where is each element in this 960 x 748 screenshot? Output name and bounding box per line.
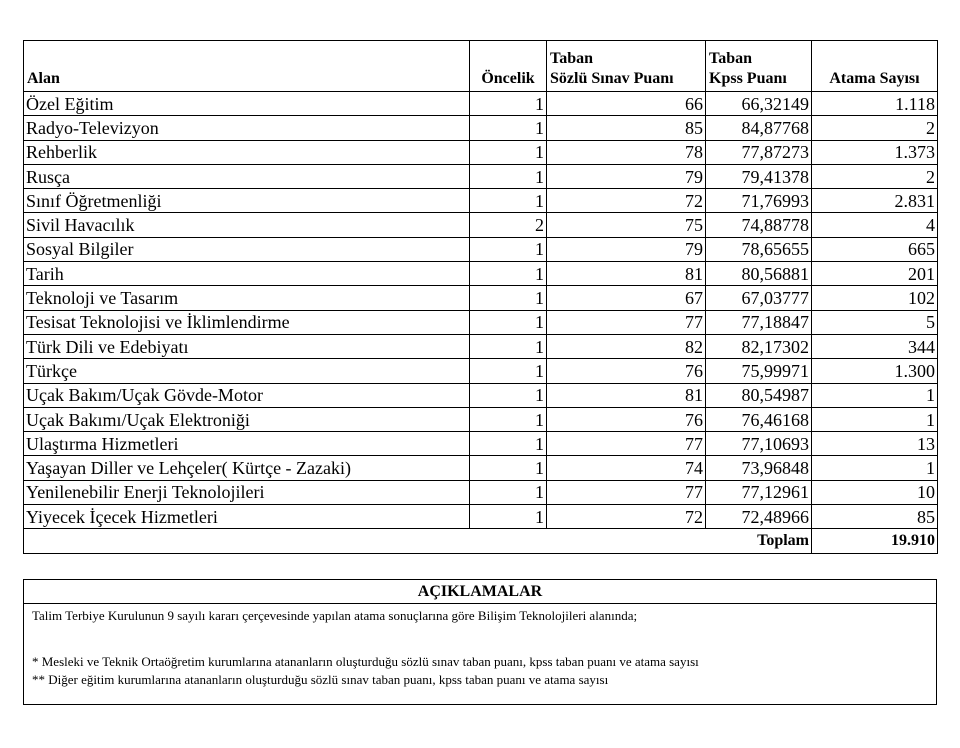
cell-atama: 1.300 bbox=[812, 359, 938, 383]
total-row bbox=[24, 529, 938, 553]
header-sozlu bbox=[547, 41, 706, 92]
table-row bbox=[24, 310, 938, 334]
cell-kpss: 82,17302 bbox=[706, 334, 812, 358]
header-sozlu-line2: Sözlü Sınav Puanı bbox=[550, 70, 674, 87]
cell-alan: Tarih bbox=[24, 262, 470, 286]
cell-atama: 10 bbox=[812, 480, 938, 504]
cell-alan: Türkçe bbox=[24, 359, 470, 383]
cell-oncelik: 1 bbox=[470, 189, 547, 213]
cell-oncelik: 1 bbox=[470, 310, 547, 334]
cell-alan: Uçak Bakımı/Uçak Elektroniği bbox=[24, 407, 470, 431]
cell-alan: Yaşayan Diller ve Lehçeler( Kürtçe - Zazaki) bbox=[24, 456, 470, 480]
cell-oncelik: 1 bbox=[470, 407, 547, 431]
cell-sozlu: 85 bbox=[547, 116, 706, 140]
cell-sozlu: 78 bbox=[547, 140, 706, 164]
cell-sozlu: 72 bbox=[547, 189, 706, 213]
header-sozlu-line1: Taban bbox=[550, 50, 593, 67]
cell-atama: 1 bbox=[812, 407, 938, 431]
cell-atama: 2 bbox=[812, 164, 938, 188]
cell-kpss: 75,99971 bbox=[706, 359, 812, 383]
cell-atama: 2.831 bbox=[812, 189, 938, 213]
cell-sozlu: 79 bbox=[547, 164, 706, 188]
cell-oncelik: 1 bbox=[470, 262, 547, 286]
cell-oncelik: 1 bbox=[470, 237, 547, 261]
cell-sozlu: 72 bbox=[547, 505, 706, 529]
cell-oncelik: 1 bbox=[470, 334, 547, 358]
cell-atama: 1 bbox=[812, 383, 938, 407]
cell-oncelik: 1 bbox=[470, 480, 547, 504]
table-row bbox=[24, 262, 938, 286]
cell-oncelik: 1 bbox=[470, 286, 547, 310]
header-alan: Alan bbox=[24, 41, 470, 92]
cell-kpss: 84,87768 bbox=[706, 116, 812, 140]
total-value: 19.910 bbox=[812, 529, 938, 553]
cell-alan: Yiyecek İçecek Hizmetleri bbox=[24, 505, 470, 529]
table-row bbox=[24, 359, 938, 383]
cell-kpss: 78,65655 bbox=[706, 237, 812, 261]
cell-atama: 1 bbox=[812, 456, 938, 480]
table-row bbox=[24, 164, 938, 188]
cell-oncelik: 1 bbox=[470, 432, 547, 456]
cell-kpss: 72,48966 bbox=[706, 505, 812, 529]
table-row bbox=[24, 432, 938, 456]
cell-alan: Sınıf Öğretmenliği bbox=[24, 189, 470, 213]
cell-oncelik: 1 bbox=[470, 116, 547, 140]
cell-alan: Teknoloji ve Tasarım bbox=[24, 286, 470, 310]
cell-atama: 85 bbox=[812, 505, 938, 529]
header-atama: Atama Sayısı bbox=[812, 41, 938, 92]
cell-alan: Türk Dili ve Edebiyatı bbox=[24, 334, 470, 358]
cell-atama: 201 bbox=[812, 262, 938, 286]
cell-atama: 4 bbox=[812, 213, 938, 237]
table-row bbox=[24, 505, 938, 529]
notes-title: AÇIKLAMALAR bbox=[24, 580, 936, 604]
cell-oncelik: 1 bbox=[470, 140, 547, 164]
table-row bbox=[24, 116, 938, 140]
cell-oncelik: 2 bbox=[470, 213, 547, 237]
cell-alan: Sosyal Bilgiler bbox=[24, 237, 470, 261]
cell-atama: 665 bbox=[812, 237, 938, 261]
table-row bbox=[24, 286, 938, 310]
cell-alan: Ulaştırma Hizmetleri bbox=[24, 432, 470, 456]
cell-oncelik: 1 bbox=[470, 92, 547, 116]
cell-kpss: 80,56881 bbox=[706, 262, 812, 286]
table-row bbox=[24, 140, 938, 164]
cell-kpss: 71,76993 bbox=[706, 189, 812, 213]
cell-kpss: 77,87273 bbox=[706, 140, 812, 164]
cell-alan: Uçak Bakım/Uçak Gövde-Motor bbox=[24, 383, 470, 407]
cell-kpss: 66,32149 bbox=[706, 92, 812, 116]
cell-alan: Özel Eğitim bbox=[24, 92, 470, 116]
cell-sozlu: 75 bbox=[547, 213, 706, 237]
cell-oncelik: 1 bbox=[470, 359, 547, 383]
table-body bbox=[24, 92, 938, 529]
cell-kpss: 67,03777 bbox=[706, 286, 812, 310]
cell-atama: 13 bbox=[812, 432, 938, 456]
table-row bbox=[24, 189, 938, 213]
cell-alan: Radyo-Televizyon bbox=[24, 116, 470, 140]
header-kpss bbox=[706, 41, 812, 92]
cell-sozlu: 76 bbox=[547, 407, 706, 431]
cell-sozlu: 66 bbox=[547, 92, 706, 116]
notes-item-1: * Mesleki ve Teknik Ortaöğretim kurumlarına atananların oluşturduğu sözlü sınav taban puanı, kpss taban puanı ve atama sayısı bbox=[32, 654, 699, 669]
cell-alan: Yenilenebilir Enerji Teknolojileri bbox=[24, 480, 470, 504]
cell-alan: Rehberlik bbox=[24, 140, 470, 164]
header-kpss-line1: Taban bbox=[709, 50, 752, 67]
cell-kpss: 77,12961 bbox=[706, 480, 812, 504]
cell-oncelik: 1 bbox=[470, 383, 547, 407]
cell-atama: 102 bbox=[812, 286, 938, 310]
cell-kpss: 79,41378 bbox=[706, 164, 812, 188]
cell-atama: 1.118 bbox=[812, 92, 938, 116]
table-row bbox=[24, 456, 938, 480]
table-row bbox=[24, 383, 938, 407]
cell-atama: 344 bbox=[812, 334, 938, 358]
cell-kpss: 74,88778 bbox=[706, 213, 812, 237]
cell-kpss: 73,96848 bbox=[706, 456, 812, 480]
cell-oncelik: 1 bbox=[470, 164, 547, 188]
assignment-table bbox=[23, 40, 938, 554]
cell-sozlu: 77 bbox=[547, 310, 706, 334]
cell-sozlu: 77 bbox=[547, 480, 706, 504]
table-row bbox=[24, 480, 938, 504]
cell-alan: Sivil Havacılık bbox=[24, 213, 470, 237]
header-row bbox=[24, 41, 938, 92]
cell-oncelik: 1 bbox=[470, 505, 547, 529]
cell-kpss: 80,54987 bbox=[706, 383, 812, 407]
cell-sozlu: 76 bbox=[547, 359, 706, 383]
cell-sozlu: 81 bbox=[547, 262, 706, 286]
header-oncelik: Öncelik bbox=[470, 41, 547, 92]
table-row bbox=[24, 92, 938, 116]
header-kpss-line2: Kpss Puanı bbox=[709, 70, 787, 87]
cell-sozlu: 77 bbox=[547, 432, 706, 456]
cell-sozlu: 81 bbox=[547, 383, 706, 407]
table-row bbox=[24, 213, 938, 237]
cell-kpss: 77,10693 bbox=[706, 432, 812, 456]
cell-alan: Tesisat Teknolojisi ve İklimlendirme bbox=[24, 310, 470, 334]
table-row bbox=[24, 334, 938, 358]
cell-sozlu: 67 bbox=[547, 286, 706, 310]
table-row bbox=[24, 407, 938, 431]
notes-intro: Talim Terbiye Kurulunun 9 sayılı kararı çerçevesinde yapılan atama sonuçlarına göre Bilişim Teknolojileri alanında; bbox=[32, 608, 638, 623]
notes-box bbox=[23, 579, 937, 705]
total-label: Toplam bbox=[24, 529, 812, 553]
cell-atama: 2 bbox=[812, 116, 938, 140]
cell-oncelik: 1 bbox=[470, 456, 547, 480]
cell-atama: 1.373 bbox=[812, 140, 938, 164]
cell-sozlu: 82 bbox=[547, 334, 706, 358]
notes-item-2: ** Diğer eğitim kurumlarına atananların oluşturduğu sözlü sınav taban puanı, kpss taban puanı ve atama sayısı bbox=[32, 672, 609, 687]
cell-sozlu: 74 bbox=[547, 456, 706, 480]
cell-alan: Rusça bbox=[24, 164, 470, 188]
cell-sozlu: 79 bbox=[547, 237, 706, 261]
table-row bbox=[24, 237, 938, 261]
cell-kpss: 77,18847 bbox=[706, 310, 812, 334]
cell-atama: 5 bbox=[812, 310, 938, 334]
cell-kpss: 76,46168 bbox=[706, 407, 812, 431]
